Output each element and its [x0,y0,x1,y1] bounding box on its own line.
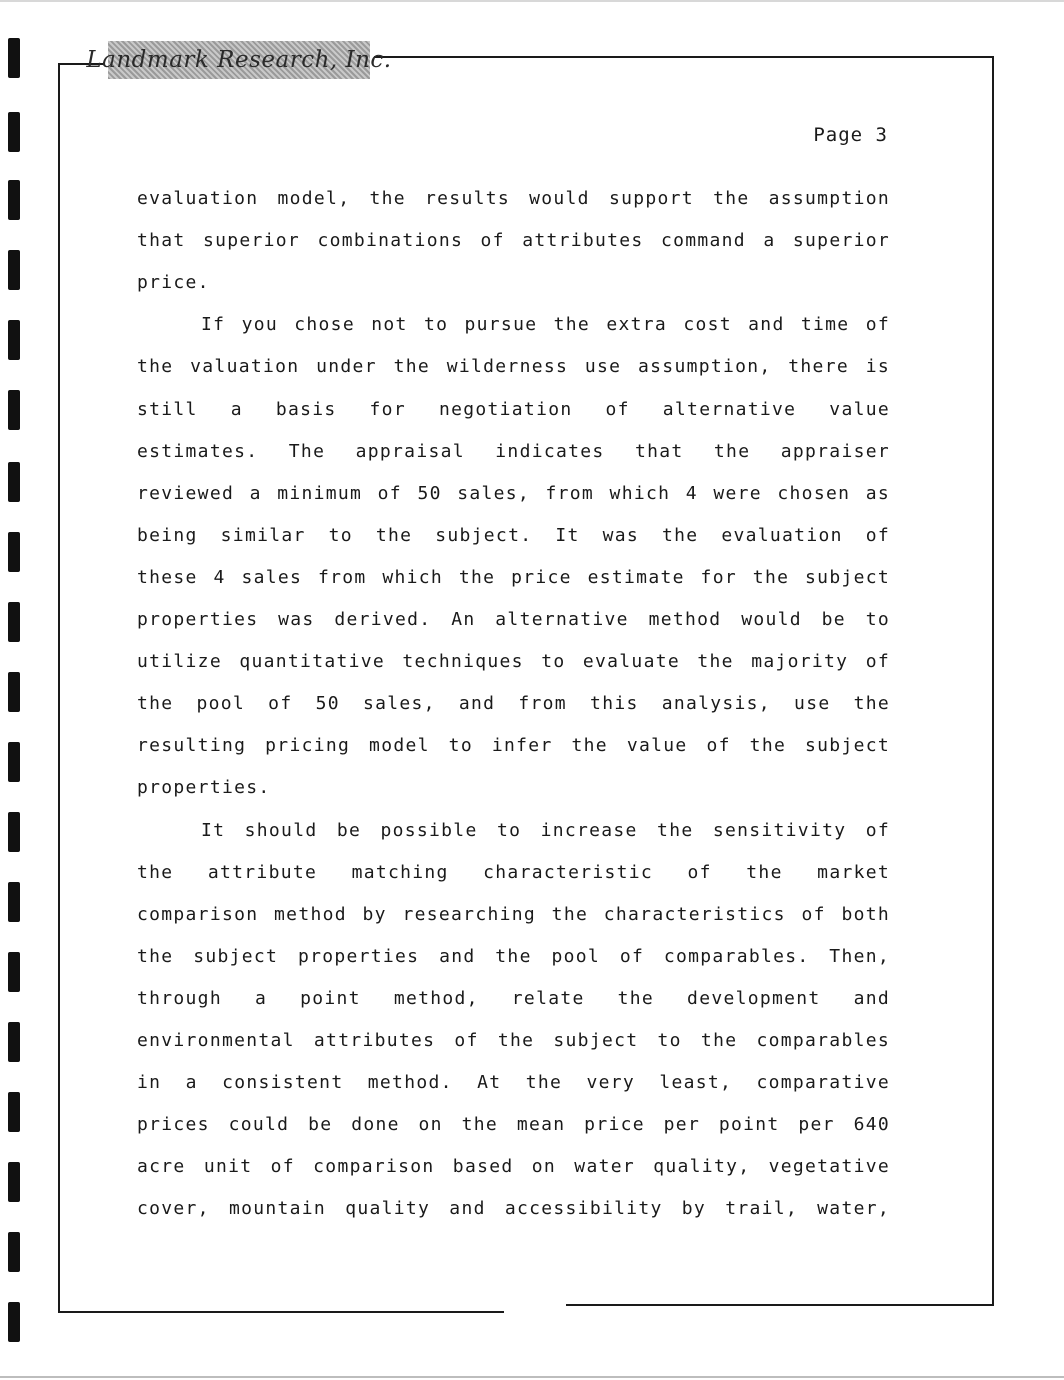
page-number: Page 3 [813,124,888,146]
binder-punch-mark [8,672,20,712]
text-line: resulting pricing model to infer the value of the subject [137,735,890,756]
binder-punch-mark [8,250,20,290]
binder-punch-mark [8,882,20,922]
text-line: estimates. The appraisal indicates that the appraiser [137,441,890,462]
scan-top-edge [0,0,1064,2]
text-line: through a point method, relate the development and [137,988,890,1009]
text-line: If you chose not to pursue the extra cost and time of [201,314,890,335]
binder-punch-mark [8,462,20,502]
text-line: these 4 sales from which the price estimate for the subject [137,567,890,588]
text-line: acre unit of comparison based on water quality, vegetative [137,1156,890,1177]
text-line: in a consistent method. At the very least, comparative [137,1072,890,1093]
frame-bottom-right [566,1304,994,1306]
text-line: the pool of 50 sales, and from this analysis, use the [137,693,890,714]
company-logo [86,41,392,79]
text-line: the attribute matching characteristic of the market [137,862,890,883]
frame-right [992,56,994,1306]
binder-punch-strip [8,38,22,1368]
binder-punch-mark [8,38,20,78]
text-line: evaluation model, the results would support the assumption [137,188,890,209]
frame-top-right [374,56,994,58]
text-line: properties was derived. An alternative method would be to [137,609,890,630]
binder-punch-mark [8,112,20,152]
company-logo-text: Landmark Research, Inc. [86,47,392,73]
text-line: reviewed a minimum of 50 sales, from which 4 were chosen as [137,483,890,504]
binder-punch-mark [8,812,20,852]
text-line: cover, mountain quality and accessibility by trail, water, [137,1198,890,1219]
binder-punch-mark [8,1022,20,1062]
text-line: properties. [137,777,271,798]
text-line: It should be possible to increase the sensitivity of [201,820,890,841]
text-line: that superior combinations of attributes command a superior [137,230,890,251]
text-line: the valuation under the wilderness use assumption, there is [137,356,890,377]
text-line: the subject properties and the pool of comparables. Then, [137,946,890,967]
frame-left [58,63,60,1313]
binder-punch-mark [8,320,20,360]
frame-bottom-left [58,1311,504,1313]
scan-bottom-edge [0,1376,1064,1378]
text-line: environmental attributes of the subject to the comparables [137,1030,890,1051]
binder-punch-mark [8,742,20,782]
binder-punch-mark [8,1232,20,1272]
binder-punch-mark [8,180,20,220]
text-line: prices could be done on the mean price per point per 640 [137,1114,890,1135]
binder-punch-mark [8,390,20,430]
binder-punch-mark [8,952,20,992]
text-line: still a basis for negotiation of alternative value [137,399,890,420]
text-line: price. [137,272,210,293]
binder-punch-mark [8,532,20,572]
binder-punch-mark [8,1162,20,1202]
text-line: being similar to the subject. It was the evaluation of [137,525,890,546]
text-line: utilize quantitative techniques to evaluate the majority of [137,651,890,672]
binder-punch-mark [8,602,20,642]
text-line: comparison method by researching the characteristics of both [137,904,890,925]
binder-punch-mark [8,1092,20,1132]
binder-punch-mark [8,1302,20,1342]
